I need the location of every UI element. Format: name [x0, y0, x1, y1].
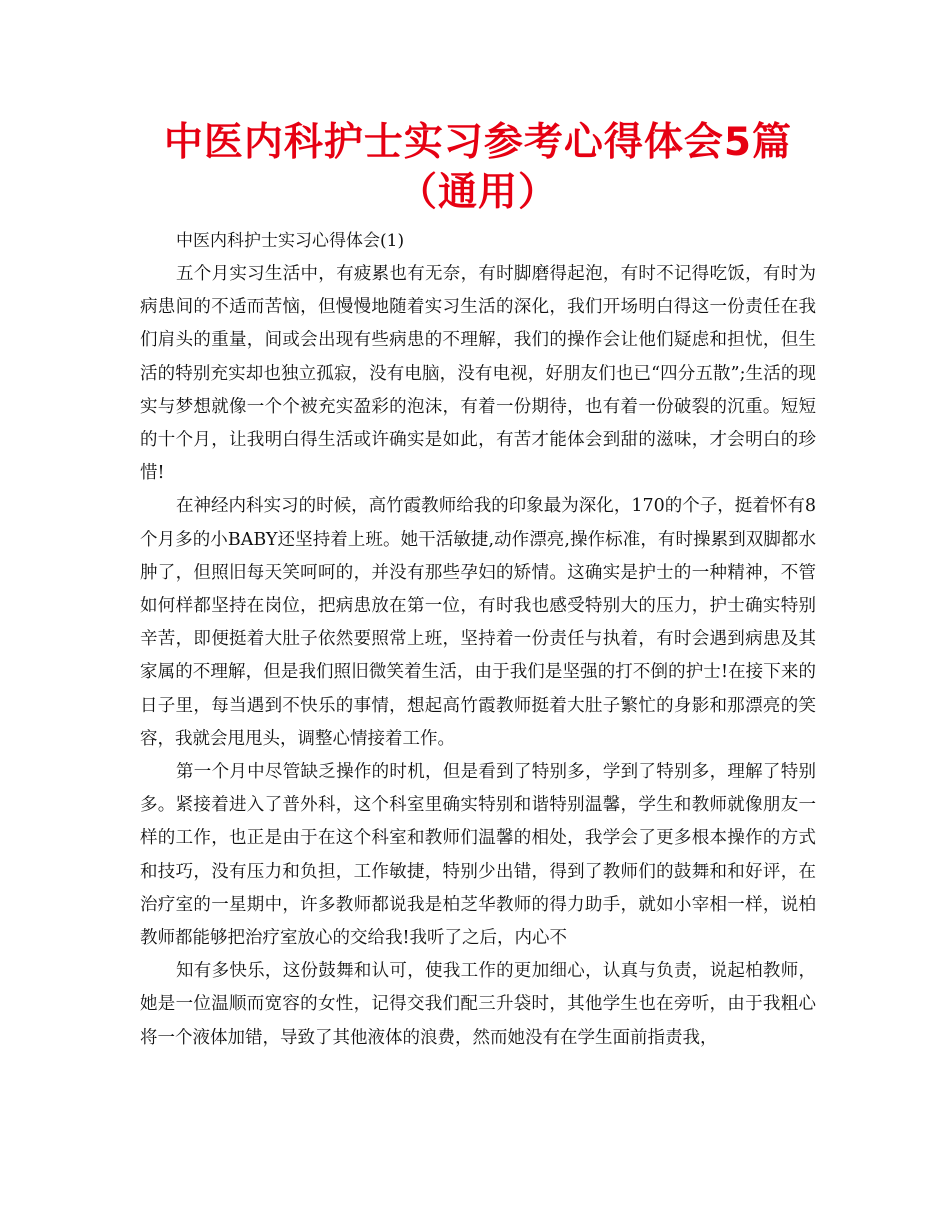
paragraph-2: 在神经内科实习的时候，高竹霞教师给我的印象最为深化，170的个子，挺着怀有8个月多的小BABY还坚持着上班。她干活敏捷,动作漂亮,操作标准，有时操累到双脚都水肿了，但照旧每天笑呵呵的，并没有那些孕妇的矫情。这确实是护士的一种精神，不管如何样都坚持在岗位，把病患放在第一位，有时我也感受特别大的压力，护士确实特别辛苦，即便挺着大肚子依然要照常上班，坚持着一份责任与执着，有时会遇到病患及其家属的不理解，但是我们照旧微笑着生活，由于我们是坚强的打不倒的护士!在接下来的日子里，每当遇到不快乐的事情，想起高竹霞教师挺着大肚子繁忙的身影和那漂亮的笑容，我就会甩甩头，调整心情接着工作。: [140, 496, 816, 749]
paragraph-4: 知有多快乐，这份鼓舞和认可，使我工作的更加细心，认真与负责，说起柏教师，她是一位温顺而宽容的女性，记得交我们配三升袋时，其他学生也在旁听，由于我粗心将一个液体加错，导致了其他液体的浪费，然而她没有在学生面前指责我，: [140, 961, 816, 1048]
document-title: 中医内科护士实习参考心得体会5篇（通用）: [163, 120, 793, 215]
paragraph-1: 五个月实习生活中，有疲累也有无奈，有时脚磨得起泡，有时不记得吃饭，有时为病患间的不适而苦恼，但慢慢地随着实习生活的深化，我们开场明白得这一份责任在我们肩头的重量，间或会出现有些病患的不理解，我们的操作会让他们疑虑和担忧，但生活的特别充实却也独立孤寂，没有电脑，没有电视，好朋友们也已“四分五散”;生活的现实与梦想就像一个个被充实盈彩的泡沫，有着一份期待，也有着一份破裂的沉重。短短的十个月，让我明白得生活或许确实是如此，有苦才能体会到甜的滋味，才会明白的珍惜!: [140, 264, 816, 484]
section-subtitle: 中医内科护士实习心得体会(1): [176, 231, 405, 251]
paragraph-3: 第一个月中尽管缺乏操作的时机，但是看到了特别多，学到了特别多，理解了特别多。紧接着进入了普外科，这个科室里确实特别和谐特别温馨，学生和教师就像朋友一样的工作，也正是由于在这个科室和教师们温馨的相处，我学会了更多根本操作的方式和技巧，没有压力和负担，工作敏捷，特别少出错，得到了教师们的鼓舞和和好评，在治疗室的一星期中，许多教师都说我是柏芝华教师的得力助手，就如小宰相一样，说柏教师都能够把治疗室放心的交给我!我听了之后，内心不: [140, 762, 816, 949]
